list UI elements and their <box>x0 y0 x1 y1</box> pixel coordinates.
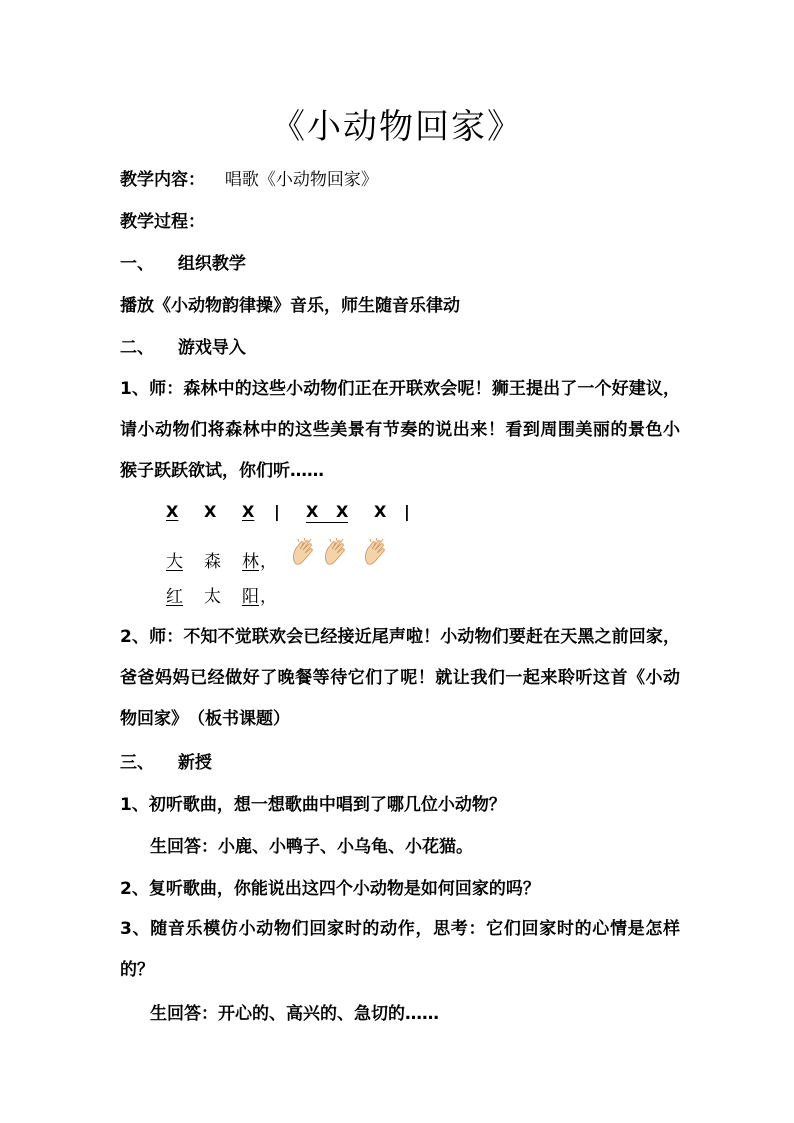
section-1-title: 组织教学 <box>177 254 246 274</box>
section-1-heading <box>120 252 246 276</box>
rhythm-note: X <box>336 502 349 521</box>
section-2-number: 二、 <box>120 338 154 358</box>
section-2-heading <box>120 336 246 360</box>
section-1-number: 一、 <box>120 254 154 274</box>
section-2-paragraph-1: 1、师：森林中的这些小动物们正在开联欢会呢！狮王提出了一个好建议，请小动物们将森林中的这些美景有节奏的说出来！看到周围美丽的景色小猴子跃跃欲试，你们听…… <box>120 379 680 481</box>
lyric-comma: ， <box>260 552 277 572</box>
lyric-comma: ， <box>260 587 277 607</box>
teaching-content-line <box>120 168 378 192</box>
section-3-answer-1: 生回答：小鹿、小鸭子、小乌龟、小花猫。 <box>150 837 473 857</box>
rhythm-note: X <box>374 502 387 521</box>
lyric-word: 大 <box>166 552 183 572</box>
rhythm-note: X <box>306 502 319 521</box>
teaching-content-label: 教学内容： <box>120 170 205 190</box>
section-3-answer-3: 生回答：开心的、高兴的、急切的…… <box>150 1004 439 1024</box>
lyric-word: 森 <box>204 552 221 572</box>
rhythm-note: X <box>166 502 179 521</box>
section-3-title: 新授 <box>177 753 212 773</box>
section-2-title: 游戏导入 <box>177 338 246 358</box>
rhythm-note: X <box>242 502 255 521</box>
section-3-item-3: 3、随音乐模仿小动物们回家时的动作，思考：它们回家时的心情是怎样的？ <box>120 919 680 980</box>
section-1-text: 播放《小动物韵律操》音乐，师生随音乐律动 <box>120 296 460 316</box>
lyric-word: 红 <box>166 587 183 607</box>
section-3-item-1: 1、初听歌曲，想一想歌曲中唱到了哪几位小动物？ <box>120 795 506 815</box>
teaching-process-label: 教学过程： <box>120 212 205 232</box>
teaching-content-value: 唱歌《小动物回家》 <box>224 170 378 190</box>
lyric-word: 太 <box>204 587 221 607</box>
clapping-hands-icon <box>290 538 316 566</box>
section-3-item-2: 2、复听歌曲，你能说出这四个小动物是如何回家的吗？ <box>120 879 540 899</box>
rhythm-beam-underline <box>306 522 348 523</box>
document-title: 《小动物回家》 <box>271 107 523 147</box>
clapping-hands-icon <box>362 538 388 566</box>
section-3-number: 三、 <box>120 753 154 773</box>
rhythm-barline: | <box>404 502 410 521</box>
rhythm-barline: | <box>274 502 280 521</box>
clapping-hands-icon <box>322 538 348 566</box>
lyric-word: 林 <box>242 552 259 572</box>
section-2-paragraph-2: 2、师：不知不觉联欢会已经接近尾声啦！小动物们要赶在天黑之前回家，爸爸妈妈已经做好了晚餐等待它们了呢！就让我们一起来聆听这首《小动物回家》 （板书课题） <box>120 627 680 729</box>
lyric-word: 阳 <box>242 587 259 607</box>
section-3-heading <box>120 751 212 775</box>
rhythm-note: X <box>204 502 217 521</box>
